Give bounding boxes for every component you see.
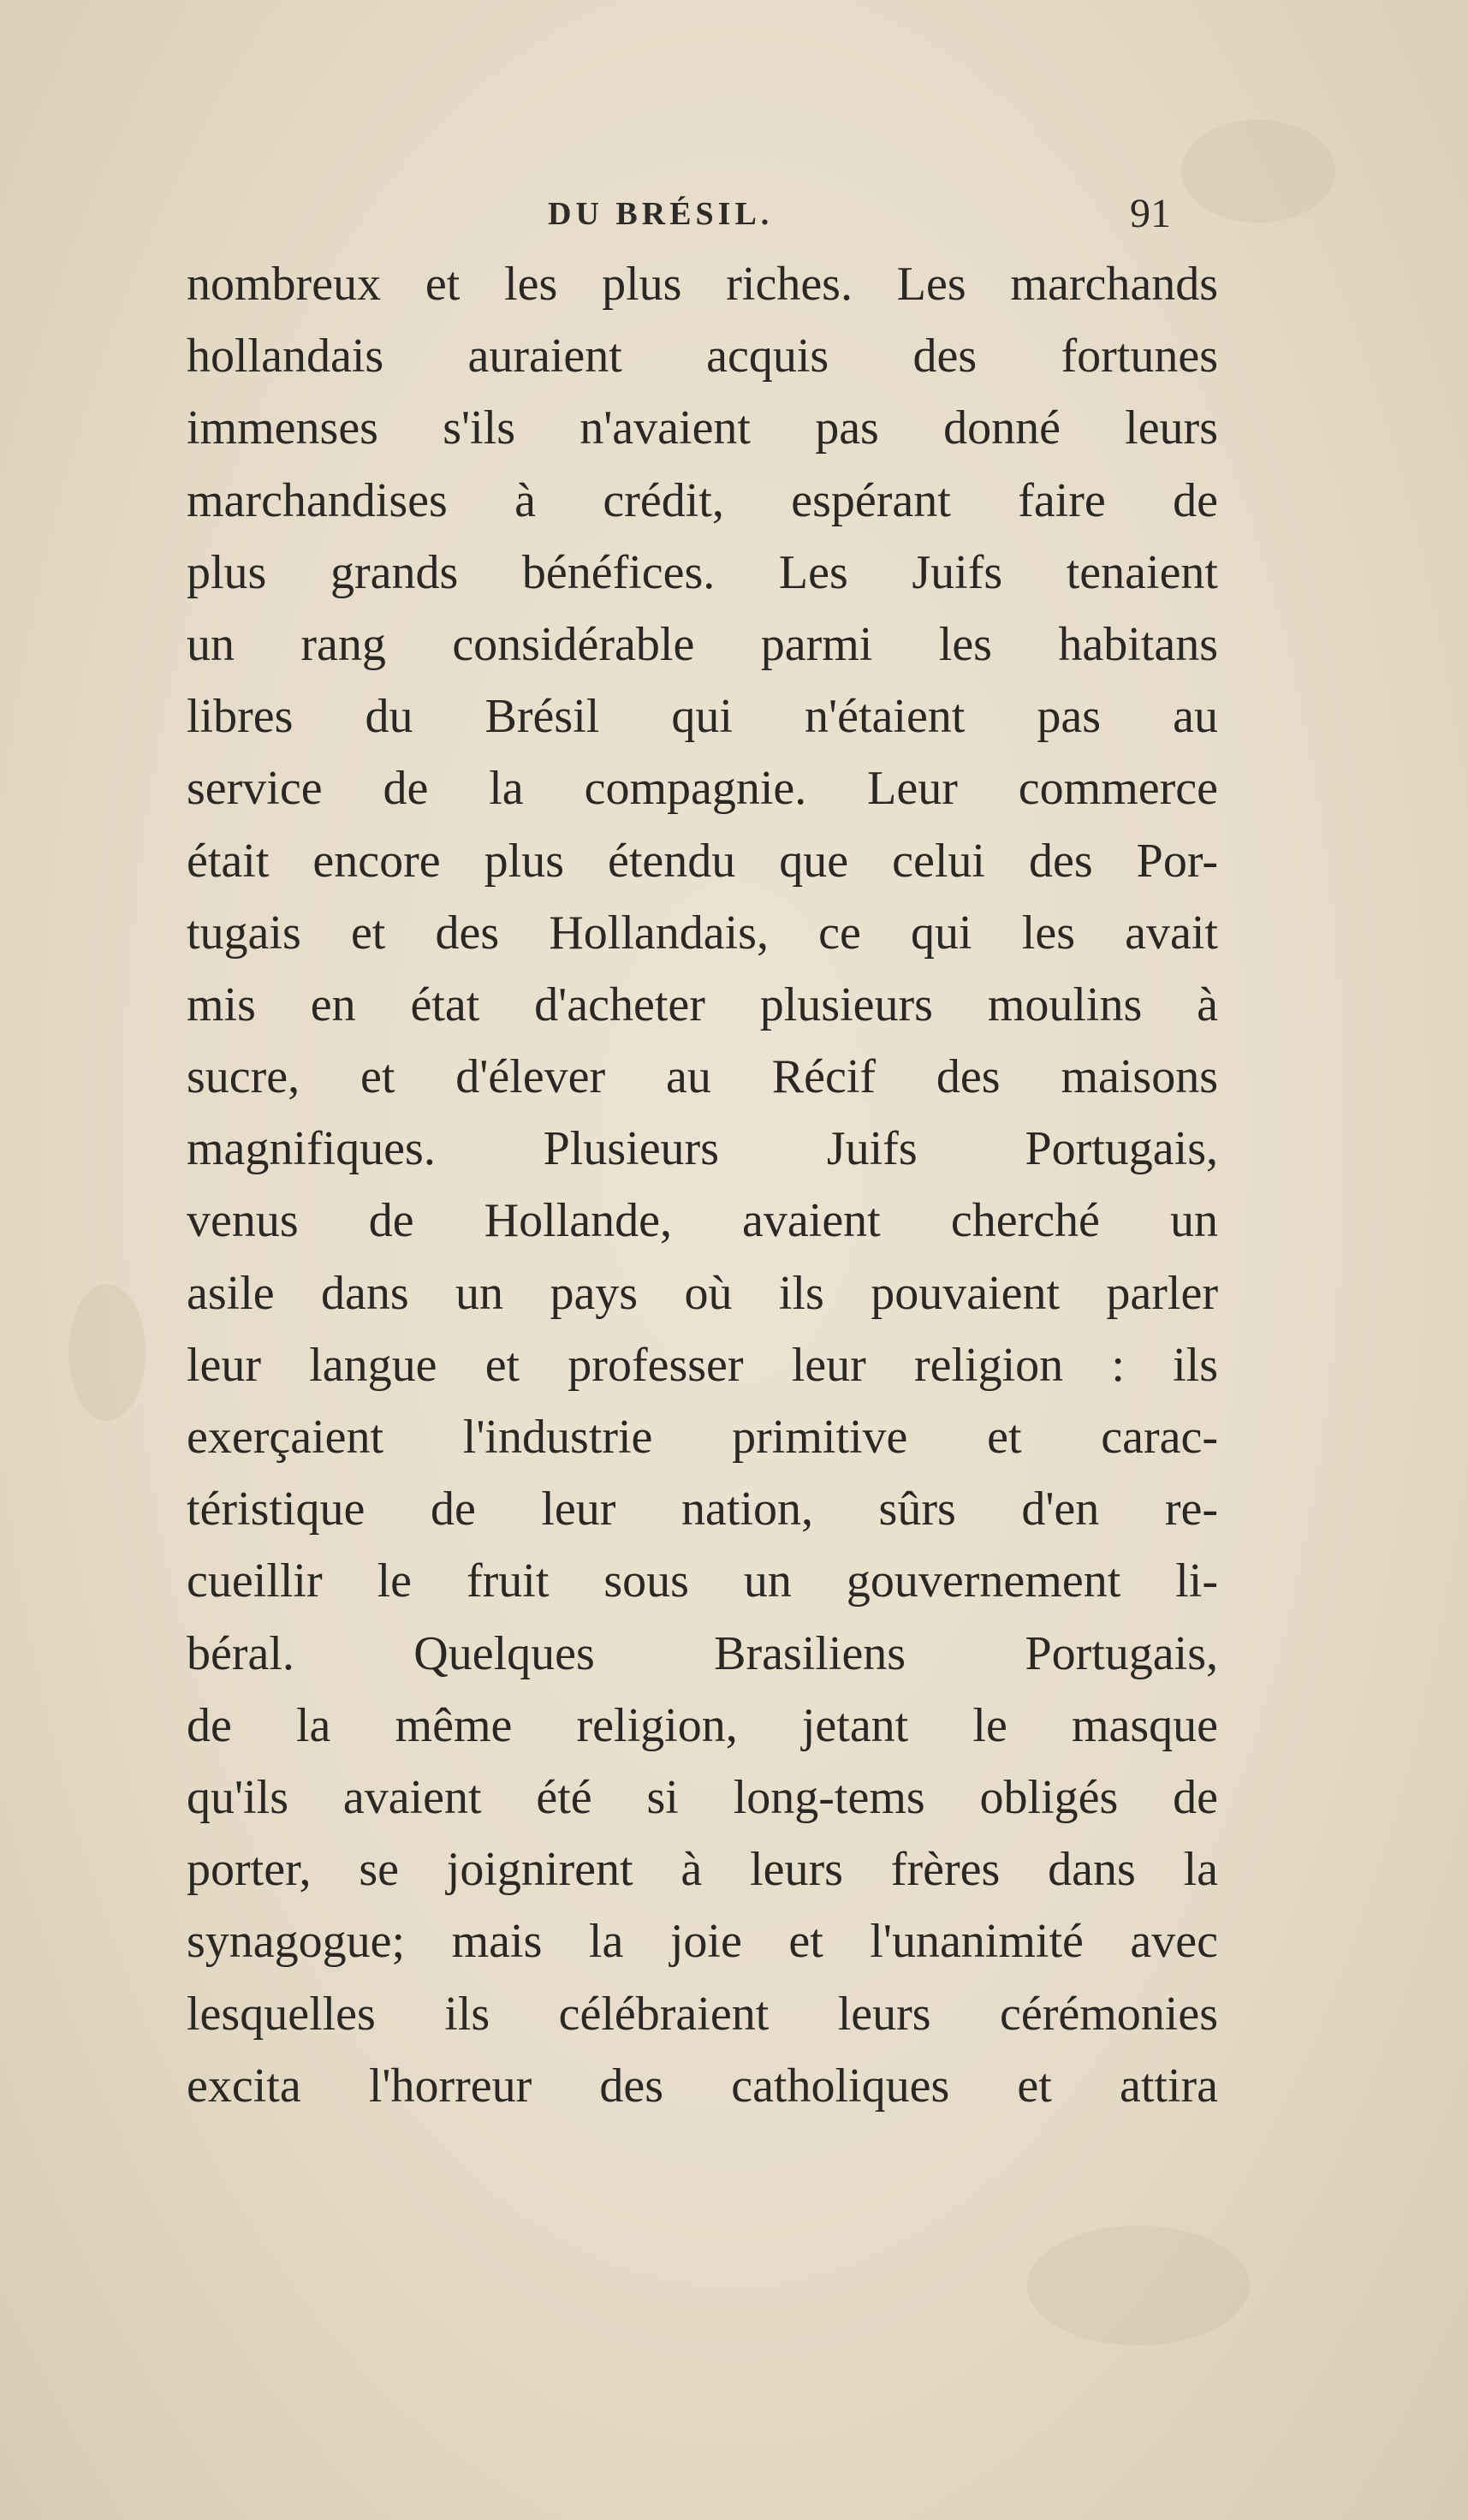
page-number: 91 [1130, 191, 1171, 236]
text-line: libres du Brésil qui n'étaient pas au [187, 690, 1218, 744]
body-text [187, 248, 1218, 2122]
paper-stain [68, 1284, 146, 1421]
text-line: cueillir le fruit sous un gouvernement li- [187, 1554, 1218, 1608]
text-line: excita l'horreur des catholiques et attira [187, 2059, 1218, 2113]
text-line: un rang considérable parmi les habitans [187, 617, 1218, 671]
text-line: leur langue et professer leur religion : ils [187, 1338, 1218, 1392]
text-line: porter, se joignirent à leurs frères dans la [187, 1843, 1218, 1897]
text-line: asile dans un pays où ils pouvaient parler [187, 1266, 1218, 1320]
text-line: tugais et des Hollandais, ce qui les avait [187, 906, 1218, 960]
text-line: téristique de leur nation, sûrs d'en re- [187, 1483, 1218, 1536]
paper-stain [1027, 2226, 1250, 2345]
text-line: magnifiques. Plusieurs Juifs Portugais, [187, 1122, 1218, 1176]
text-line: béral. Quelques Brasiliens Portugais, [187, 1626, 1218, 1680]
running-head [188, 191, 1215, 247]
text-line: lesquelles ils célébraient leurs cérémonies [187, 1987, 1218, 2041]
text-line: était encore plus étendu que celui des Por- [187, 834, 1218, 888]
text-line: service de la compagnie. Leur commerce [187, 762, 1218, 816]
text-line: immenses s'ils n'avaient pas donné leurs [187, 401, 1218, 455]
text-line: nombreux et les plus riches. Les marchands [187, 258, 1218, 311]
text-line: de la même religion, jetant le masque [187, 1698, 1218, 1752]
text-line: hollandais auraient acquis des fortunes [187, 330, 1218, 383]
text-line: synagogue; mais la joie et l'unanimité avec [187, 1915, 1218, 1969]
text-line: sucre, et d'élever au Récif des maisons [187, 1050, 1218, 1104]
text-line: venus de Hollande, avaient cherché un [187, 1194, 1218, 1248]
running-head-title: DU BRÉSIL. [548, 196, 774, 232]
text-line: marchandises à crédit, espérant faire de [187, 473, 1218, 527]
text-line: exerçaient l'industrie primitive et carac- [187, 1411, 1218, 1464]
text-line: qu'ils avaient été si long-tems obligés de [187, 1770, 1218, 1824]
text-line: mis en état d'acheter plusieurs moulins à [187, 978, 1218, 1031]
text-line: plus grands bénéfices. Les Juifs tenaient [187, 545, 1218, 599]
